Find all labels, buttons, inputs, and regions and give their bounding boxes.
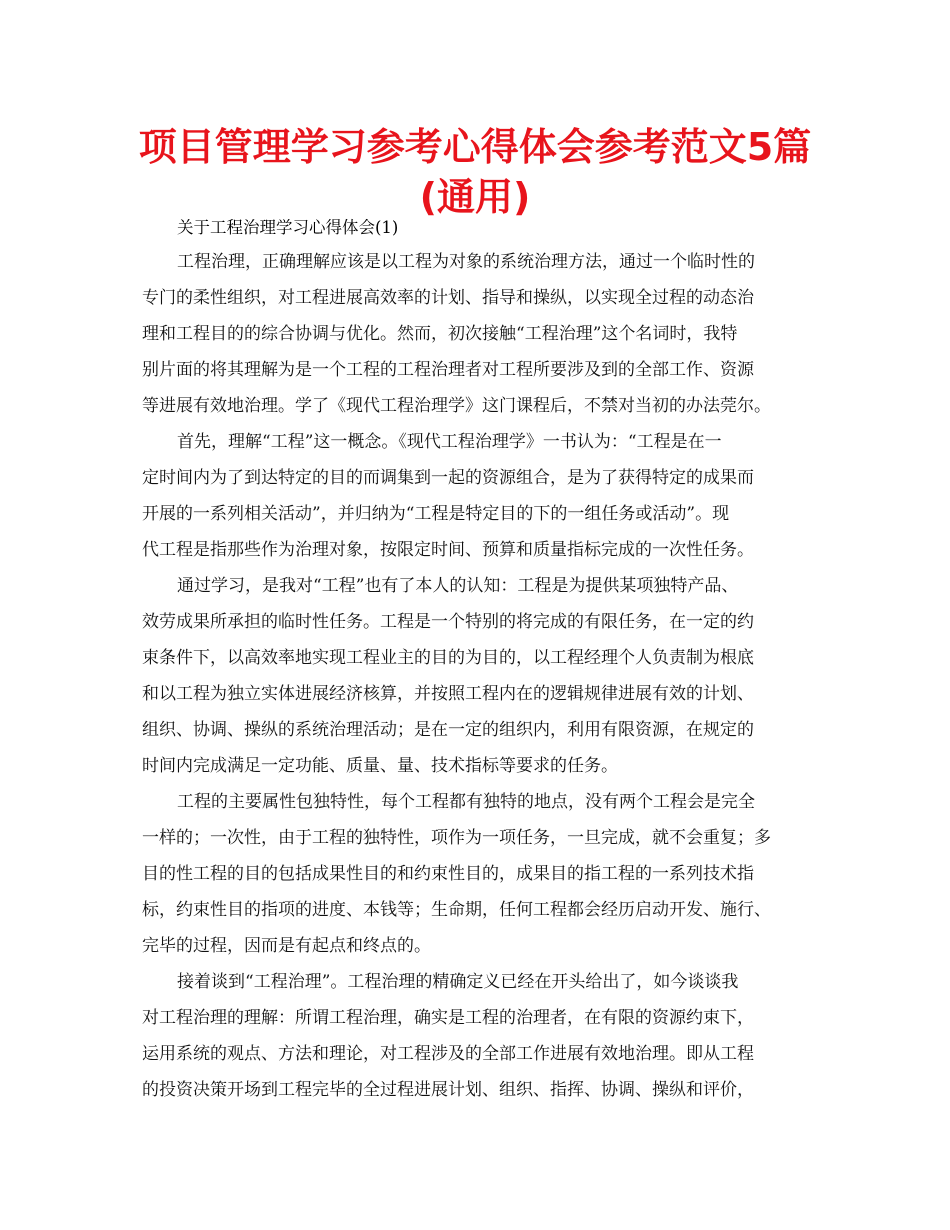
body-line: 目的性工程的目的包括成果性目的和约束性目的，成果目的指工程的一系列技术指	[142, 864, 754, 884]
body-line: 代工程是指那些作为治理对象，按限定时间、预算和质量指标完成的一次性任务。	[142, 540, 754, 560]
body-line: 别片面的将其理解为是一个工程的工程治理者对工程所要涉及到的全部工作、资源	[142, 360, 754, 380]
body-line: 完毕的过程，因而是有起点和终点的。	[142, 936, 431, 956]
body-line: 工程的主要属性包独特性，每个工程都有独特的地点，没有两个工程会是完全	[177, 792, 755, 812]
document-title-line-1: 项目管理学习参考心得体会参考范文5篇	[138, 125, 812, 169]
body-line: 对工程治理的理解：所谓工程治理，确实是工程的治理者，在有限的资源约束下，	[142, 1008, 754, 1028]
body-line: 运用系统的观点、方法和理论，对工程涉及的全部工作进展有效地治理。即从工程	[142, 1044, 754, 1064]
body-line: 理和工程目的的综合协调与优化。然而，初次接触“工程治理”这个名词时，我特	[142, 324, 738, 344]
document-title-line-2: (通用)	[419, 175, 531, 219]
body-line: 效劳成果所承担的临时性任务。工程是一个特别的将完成的有限任务，在一定的约	[142, 612, 754, 632]
body-line: 组织、协调、操纵的系统治理活动；是在一定的组织内，利用有限资源，在规定的	[142, 720, 754, 740]
body-line: 的投资决策开场到工程完毕的全过程进展计划、组织、指挥、协调、操纵和评价，	[142, 1080, 754, 1100]
body-line: 开展的一系列相关活动”，并归纳为“工程是特定目的下的一组任务或活动”。现	[142, 504, 730, 524]
body-line: 和以工程为独立实体进展经济核算，并按照工程内在的逻辑规律进展有效的计划、	[142, 684, 754, 704]
body-line: 工程治理，正确理解应该是以工程为对象的系统治理方法，通过一个临时性的	[177, 252, 755, 272]
body-line: 定时间内为了到达特定的目的而调集到一起的资源组合，是为了获得特定的成果而	[142, 468, 754, 488]
body-line: 时间内完成满足一定功能、质量、量、技术指标等要求的任务。	[142, 756, 618, 776]
body-line: 一样的；一次性，由于工程的独特性，项作为一项任务，一旦完成，就不会重复；多	[142, 828, 771, 848]
body-line: 标，约束性目的指项的进度、本钱等；生命期，任何工程都会经历启动开发、施行、	[142, 900, 771, 920]
body-line: 束条件下，以高效率地实现工程业主的目的为目的，以工程经理个人负责制为根底	[142, 648, 754, 668]
body-line: 等进展有效地治理。学了《现代工程治理学》这门课程后，不禁对当初的办法莞尔。	[142, 396, 771, 416]
body-line: 通过学习，是我对“工程”也有了本人的认知：工程是为提供某项独特产品、	[177, 576, 739, 596]
body-line: 接着谈到“工程治理”。工程治理的精确定义已经在开头给出了，如今谈谈我	[177, 972, 739, 992]
section-subheading: 关于工程治理学习心得体会(1)	[177, 218, 399, 237]
body-line: 专门的柔性组织，对工程进展高效率的计划、指导和操纵，以实现全过程的动态治	[142, 288, 754, 308]
body-line: 首先，理解“工程”这一概念。《现代工程治理学》一书认为：“工程是在一	[177, 432, 722, 452]
